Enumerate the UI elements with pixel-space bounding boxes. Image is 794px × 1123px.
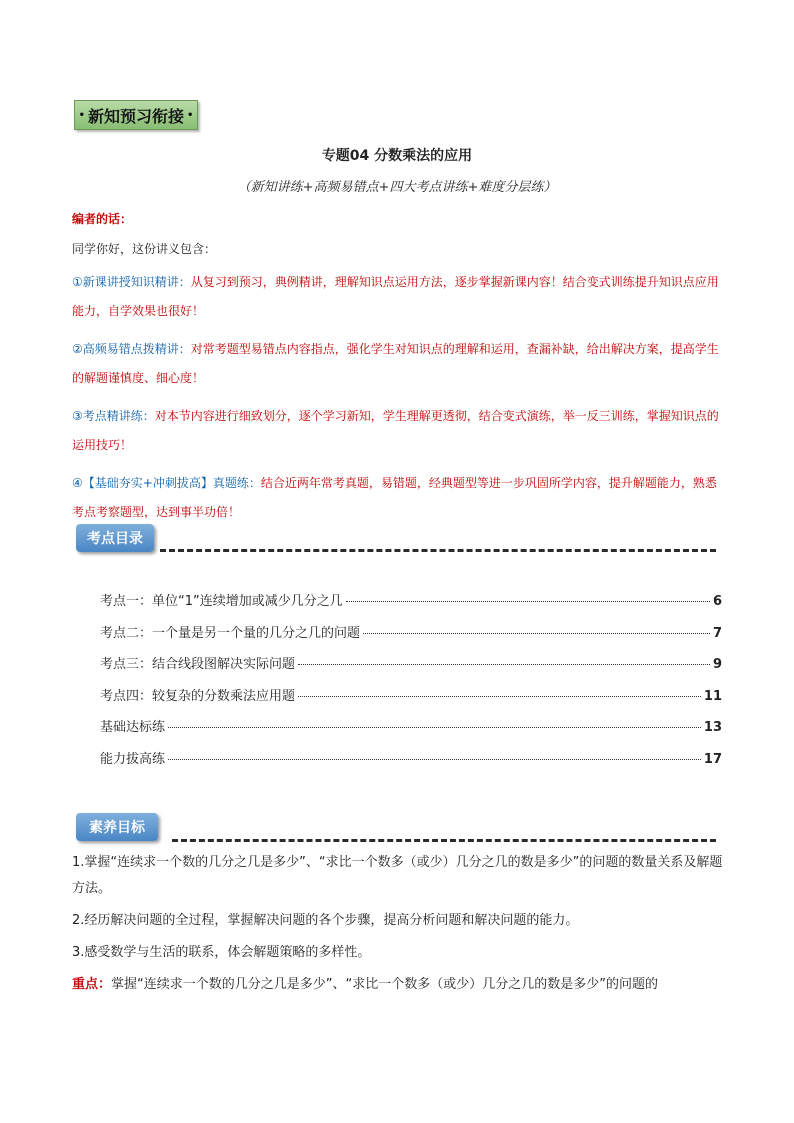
toc-leader	[168, 759, 701, 760]
bullet-dot-icon: •	[187, 109, 194, 121]
toc-leader	[168, 727, 701, 728]
editor-intro	[72, 209, 722, 527]
goal-item: 1.掌握“连续求一个数的几分之几是多少”、“求比一个数多（或少）几分之几的数是多少”的问题的数量关系及解题方法。	[72, 855, 723, 896]
page-title: 专题04 分数乘法的应用	[321, 148, 473, 164]
toc-item[interactable]	[100, 590, 722, 622]
toc-item-label: 能力拔高练	[100, 751, 166, 767]
toc-item[interactable]	[100, 748, 722, 780]
toc-leader	[363, 633, 710, 634]
toc-divider	[160, 549, 716, 552]
intro-point-lead: ②高频易错点拨精讲：	[72, 342, 191, 356]
intro-point	[72, 469, 722, 527]
intro-point	[72, 268, 722, 326]
toc-item[interactable]	[100, 685, 722, 717]
key-point-text: 掌握“连续求一个数的几分之几是多少”、“求比一个数多（或少）几分之几的数是多少”的问题的	[111, 977, 658, 992]
intro-point-lead: ①新课讲授知识精讲：	[72, 275, 191, 289]
greeting-text: 同学你好，这份讲义包含：	[72, 242, 217, 256]
bullet-dot-icon: •	[78, 109, 85, 121]
toc-page-number: 13	[703, 720, 722, 736]
toc-item-label: 考点四：较复杂的分数乘法应用题	[100, 688, 296, 704]
intro-point-text: 从复习到预习，典例精讲，理解知识点运用方法，逐步掌握新课内容！结合变式训练提升知识点应用能力，自学效果也很好！	[72, 275, 719, 318]
toc-page-number: 9	[712, 657, 722, 673]
page-subtitle: （新知讲练+高频易错点+四大考点讲练+难度分层练）	[237, 180, 557, 195]
editor-label: 编者的话：	[72, 212, 133, 226]
learning-goals	[72, 850, 724, 1004]
toc-page-number: 6	[712, 594, 722, 609]
intro-point-text: 对常考题型易错点内容指点，强化学生对知识点的理解和运用，查漏补缺，给出解决方案，提高学生的解题谨慎度、细心度！	[72, 342, 719, 385]
toc-item[interactable]	[100, 716, 722, 748]
intro-point	[72, 335, 722, 393]
table-of-contents	[100, 590, 722, 780]
toc-item[interactable]	[100, 653, 722, 685]
toc-badge: 考点目录	[76, 524, 154, 552]
section-header-badge	[74, 100, 198, 130]
goals-divider	[172, 839, 716, 842]
toc-page-number: 11	[703, 688, 722, 704]
intro-point-text: 结合近两年常考真题，易错题，经典题型等进一步巩固所学内容，提升解题能力，熟悉考点考察题型，达到事半功倍！	[72, 476, 717, 519]
toc-page-number: 7	[712, 625, 722, 641]
intro-point	[72, 402, 722, 460]
toc-item-label: 基础达标练	[100, 720, 166, 736]
key-point-label: 重点：	[72, 977, 112, 992]
toc-item-label: 考点二：一个量是另一个量的几分之几的问题	[100, 625, 361, 641]
toc-item-label: 考点一：单位“1”连续增加或减少几分之几	[100, 594, 343, 609]
toc-leader	[346, 601, 710, 602]
goals-badge: 素养目标	[76, 813, 158, 841]
intro-point-lead: ③考点精讲练：	[72, 409, 155, 423]
intro-point-lead: ④【基础夯实+冲刺拔高】真题练：	[72, 476, 261, 490]
intro-point-text: 对本节内容进行细致划分，逐个学习新知，学生理解更透彻，结合变式演练，举一反三训练，掌握知识点的运用技巧！	[72, 409, 719, 452]
key-point	[72, 972, 724, 998]
toc-leader	[298, 696, 701, 697]
header-badge-label: 新知预习衔接	[87, 106, 184, 126]
toc-item[interactable]	[100, 622, 722, 654]
goal-item: 3.感受数学与生活的联系，体会解题策略的多样性。	[72, 945, 371, 960]
toc-page-number: 17	[703, 751, 722, 767]
goal-item: 2.经历解决问题的全过程，掌握解决问题的各个步骤，提高分析问题和解决问题的能力。	[72, 913, 579, 928]
toc-item-label: 考点三：结合线段图解决实际问题	[100, 657, 296, 673]
toc-leader	[298, 664, 710, 665]
